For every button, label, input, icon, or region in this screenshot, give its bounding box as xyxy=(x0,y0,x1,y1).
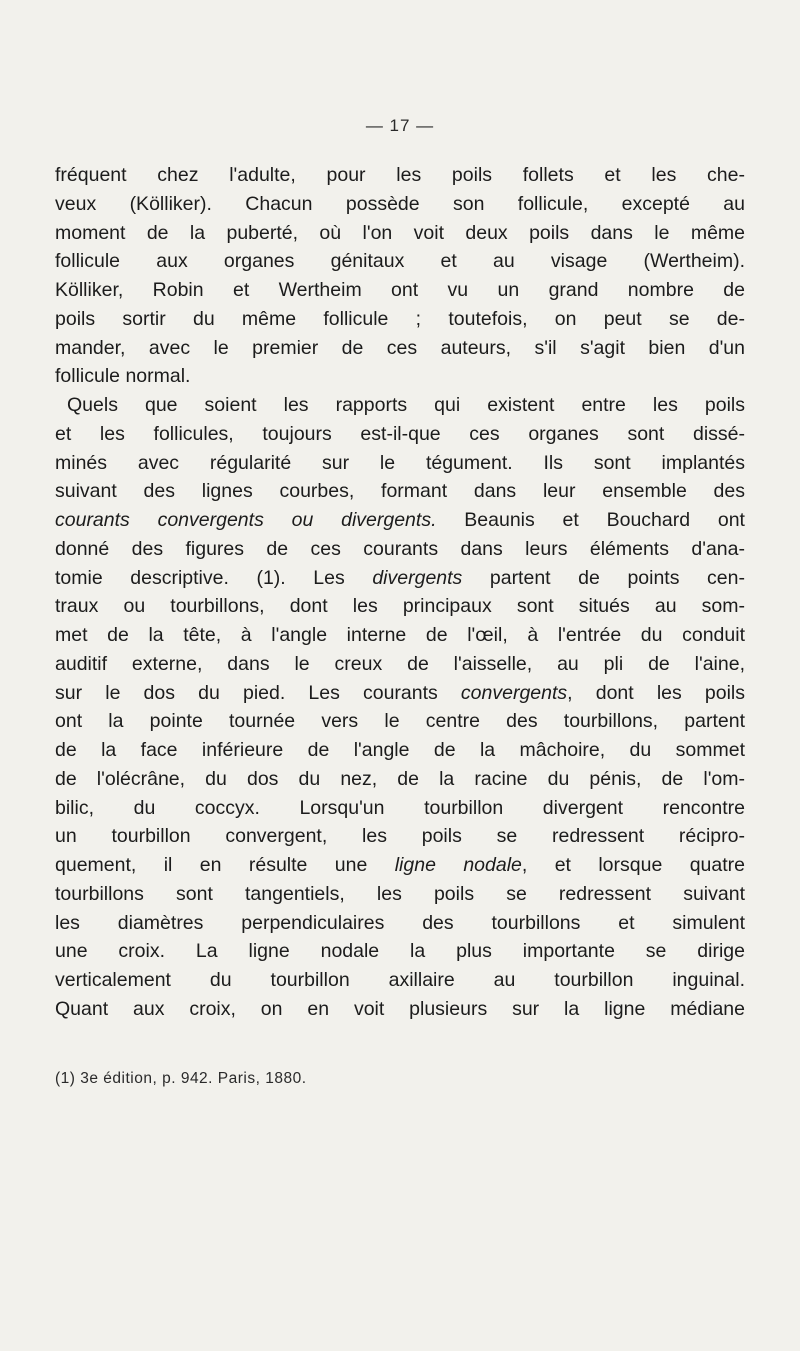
text-line xyxy=(55,707,745,736)
text-segment: auditif externe, dans le creux de l'aisselle, au pli de l'aine, xyxy=(55,652,745,675)
text-line xyxy=(55,966,745,995)
text-segment: traux ou tourbillons, dont les principaux sont situés au som- xyxy=(55,595,745,618)
italic-text: divergents xyxy=(372,566,463,589)
text-line xyxy=(55,679,745,708)
text-segment: un tourbillon convergent, les poils se redressent récipro- xyxy=(55,825,745,848)
text-segment: quement, il en résulte une xyxy=(55,854,395,876)
text-line xyxy=(55,219,745,248)
text-segment: de l'olécrâne, du dos du nez, de la racine du pénis, de l'om- xyxy=(55,767,745,790)
text-line xyxy=(55,592,745,621)
italic-text: convergents xyxy=(460,681,568,704)
text-segment: veux (Kölliker). Chacun possède son follicule, excepté au xyxy=(55,192,745,215)
text-segment: mander, avec le premier de ces auteurs, s'il s'agit bien d'un xyxy=(55,336,745,359)
footnote: (1) 3e édition, p. 942. Paris, 1880. xyxy=(55,1070,307,1087)
text-segment: follicule aux organes génitaux et au visage (Wertheim). xyxy=(55,250,745,273)
text-segment: de la face inférieure de l'angle de la mâchoire, du sommet xyxy=(55,739,745,761)
text-line xyxy=(55,736,745,765)
text-line xyxy=(55,247,745,276)
text-segment: Quels que soient les rapports qui existent entre les poils xyxy=(67,394,745,416)
italic-text: courants convergents ou divergents. xyxy=(55,509,437,531)
text-line xyxy=(55,621,745,650)
text-segment: donné des figures de ces courants dans leurs éléments d'ana- xyxy=(55,537,745,560)
text-line xyxy=(55,650,745,679)
text-line xyxy=(55,937,745,966)
text-line xyxy=(55,161,745,190)
text-segment: poils sortir du même follicule ; toutefois, on peut se de- xyxy=(55,307,745,330)
text-segment: bilic, du coccyx. Lorsqu'un tourbillon divergent rencontre xyxy=(55,796,745,819)
text-line xyxy=(55,909,745,938)
text-segment: follicule normal. xyxy=(55,365,191,388)
text-line xyxy=(55,506,745,535)
text-line xyxy=(55,851,745,880)
text-segment: , dont les poils xyxy=(567,681,745,704)
text-line xyxy=(55,564,745,593)
text-segment: moment de la puberté, où l'on voit deux poils dans le même xyxy=(55,221,745,244)
text-line xyxy=(55,362,745,391)
text-line xyxy=(55,420,745,449)
text-line xyxy=(55,995,745,1024)
text-segment: minés avec régularité sur le tégument. Ils sont implantés xyxy=(55,451,745,474)
text-segment: Quant aux croix, on en voit plusieurs sur la ligne médiane xyxy=(55,997,745,1020)
page-number: — 17 — xyxy=(365,116,435,135)
text-line xyxy=(55,276,745,305)
text-segment: suivant des lignes courbes, formant dans leur ensemble des xyxy=(55,480,745,503)
text-segment: verticalement du tourbillon axillaire au tourbillon inguinal. xyxy=(55,969,745,991)
text-line xyxy=(55,477,745,506)
text-segment: Kölliker, Robin et Wertheim ont vu un grand nombre de xyxy=(55,279,745,301)
text-segment: , et lorsque quatre xyxy=(521,854,745,876)
text-segment: et les follicules, toujours est-il-que ces organes sont dissé- xyxy=(55,422,745,445)
text-line xyxy=(55,334,745,363)
text-line xyxy=(55,765,745,794)
text-segment: fréquent chez l'adulte, pour les poils follets et les che- xyxy=(55,164,745,186)
text-segment: tomie descriptive. (1). Les xyxy=(55,566,373,589)
text-segment: ont la pointe tournée vers le centre des tourbillons, partent xyxy=(55,710,745,733)
text-line xyxy=(55,880,745,909)
text-line xyxy=(55,449,745,478)
text-line xyxy=(55,305,745,334)
text-segment: sur le dos du pied. Les courants xyxy=(55,681,461,704)
text-segment: met de la tête, à l'angle interne de l'œil, à l'entrée du conduit xyxy=(55,624,745,646)
text-segment: tourbillons sont tangentiels, les poils se redressent suivant xyxy=(55,882,745,905)
text-line xyxy=(55,794,745,823)
text-segment: partent de points cen- xyxy=(462,566,745,589)
text-line xyxy=(55,190,745,219)
text-line xyxy=(55,391,745,420)
italic-text: ligne nodale xyxy=(394,854,522,876)
text-segment: une croix. La ligne nodale la plus importante se dirige xyxy=(55,940,745,963)
body-text xyxy=(55,161,745,1024)
text-segment: Beaunis et Bouchard ont xyxy=(436,509,745,531)
text-segment: les diamètres perpendiculaires des tourbillons et simulent xyxy=(55,911,745,934)
text-line xyxy=(55,822,745,851)
text-line xyxy=(55,535,745,564)
